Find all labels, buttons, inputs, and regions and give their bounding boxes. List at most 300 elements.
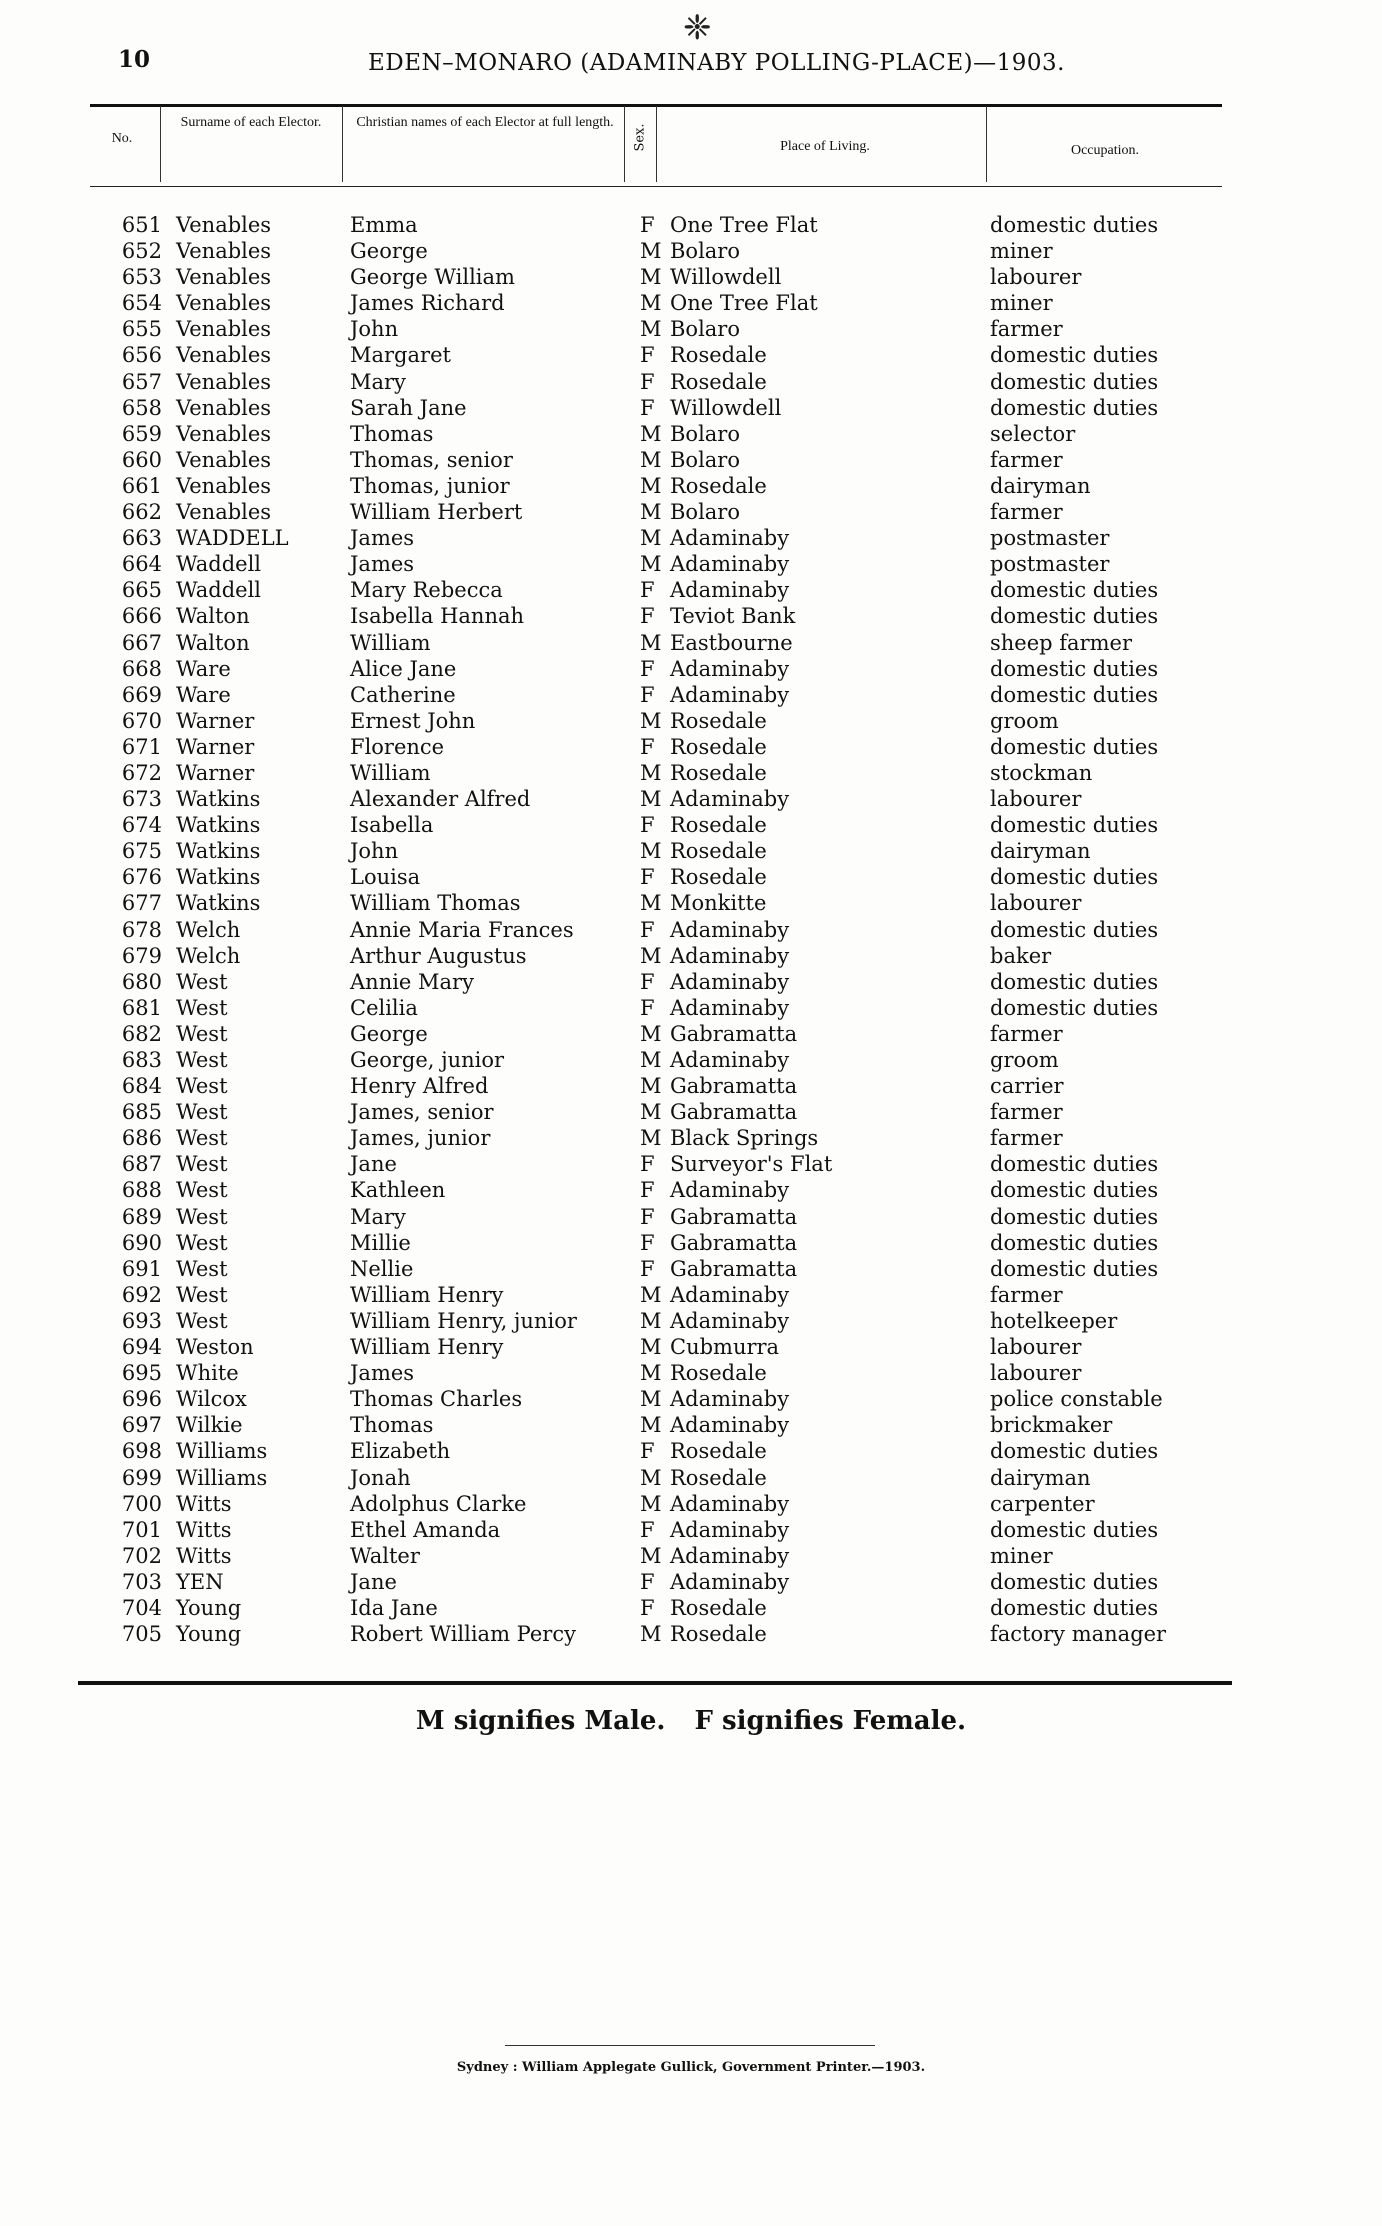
table-row [0,421,1382,447]
elector-surname: Waddell [176,552,262,577]
table-row [0,316,1382,342]
elector-christian-names: Sarah Jane [350,395,467,420]
elector-number: 703 [121,1569,162,1594]
table-row [0,1308,1382,1334]
elector-christian-names: James [350,552,415,577]
elector-occupation: domestic duties [990,656,1159,681]
table-row [0,1073,1382,1099]
elector-place-of-living: Eastbourne [670,630,793,655]
electors-table [0,212,1382,1647]
elector-sex: M [640,1622,662,1647]
elector-surname: West [176,1204,228,1229]
column-separator [656,106,657,182]
elector-place-of-living: Adaminaby [670,917,790,942]
elector-occupation: carrier [990,1074,1064,1099]
elector-number: 664 [121,552,162,577]
elector-christian-names: Alice Jane [350,656,457,681]
elector-christian-names: Celilia [350,995,418,1020]
elector-place-of-living: Adaminaby [670,526,790,551]
elector-surname: Venables [176,473,272,498]
elector-occupation: hotelkeeper [990,1308,1118,1333]
elector-number: 667 [121,630,162,655]
table-row [0,395,1382,421]
elector-occupation: domestic duties [990,1439,1159,1464]
column-separator [342,106,343,182]
elector-sex: F [640,656,655,681]
elector-occupation: farmer [990,1021,1063,1046]
table-row [0,1491,1382,1517]
elector-sex: M [640,1491,662,1516]
table-row [0,838,1382,864]
elector-occupation: domestic duties [990,682,1159,707]
table-row [0,708,1382,734]
elector-occupation: dairyman [990,839,1091,864]
elector-sex: M [640,291,662,316]
elector-place-of-living: Rosedale [670,813,767,838]
elector-surname: Venables [176,395,272,420]
elector-occupation: domestic duties [990,813,1159,838]
elector-christian-names: John [350,839,399,864]
elector-place-of-living: Rosedale [670,734,767,759]
elector-number: 654 [121,291,162,316]
elector-number: 651 [121,213,162,237]
elector-christian-names: Jane [350,1152,397,1177]
table-row [0,760,1382,786]
elector-place-of-living: Adaminaby [670,578,790,603]
elector-sex: M [640,839,662,864]
elector-number: 696 [121,1387,162,1412]
elector-occupation: miner [990,291,1053,316]
table-row [0,1151,1382,1177]
elector-place-of-living: Adaminaby [670,1413,790,1438]
table-row [0,890,1382,916]
elector-sex: M [640,1074,662,1099]
table-row [0,212,1382,238]
elector-occupation: domestic duties [990,1230,1159,1255]
column-header-no: No. [111,131,133,146]
table-row [0,577,1382,603]
elector-place-of-living: Rosedale [670,708,767,733]
elector-christian-names: Jonah [350,1465,411,1490]
elector-occupation: brickmaker [990,1413,1113,1438]
table-row [0,1621,1382,1647]
elector-surname: Venables [176,239,272,264]
elector-place-of-living: Black Springs [670,1126,819,1151]
elector-surname: West [176,1256,228,1281]
elector-surname: Venables [176,213,272,237]
elector-occupation: labourer [990,265,1082,290]
elector-sex: F [640,1230,655,1255]
elector-sex: M [640,447,662,472]
elector-sex: F [640,1439,655,1464]
elector-number: 678 [121,917,162,942]
table-row [0,1099,1382,1125]
elector-place-of-living: Surveyor's Flat [670,1152,833,1177]
elector-place-of-living: Rosedale [670,865,767,890]
elector-surname: Ware [176,682,231,707]
elector-christian-names: William Henry [350,1282,504,1307]
elector-occupation: domestic duties [990,343,1159,368]
elector-christian-names: Ernest John [350,708,476,733]
elector-sex: M [640,630,662,655]
elector-surname: Ware [176,656,231,681]
elector-surname: Williams [176,1465,268,1490]
elector-place-of-living: One Tree Flat [670,213,818,237]
elector-place-of-living: Adaminaby [670,1569,790,1594]
elector-occupation: factory manager [990,1622,1167,1647]
elector-surname: West [176,1178,228,1203]
elector-christian-names: Thomas, senior [350,447,513,472]
elector-number: 705 [121,1622,162,1647]
elector-number: 673 [121,787,162,812]
elector-occupation: domestic duties [990,734,1159,759]
sex-legend [0,1706,1382,1736]
elector-sex: F [640,734,655,759]
elector-place-of-living: Gabramatta [670,1100,798,1125]
elector-sex: F [640,1256,655,1281]
elector-surname: West [176,995,228,1020]
table-row [0,499,1382,525]
table-row [0,786,1382,812]
elector-occupation: stockman [990,760,1093,785]
elector-number: 672 [121,760,162,785]
elector-christian-names: Annie Mary [350,969,474,994]
elector-number: 681 [121,995,162,1020]
elector-number: 702 [121,1543,162,1568]
elector-number: 670 [121,708,162,733]
elector-number: 660 [121,447,162,472]
elector-occupation: domestic duties [990,395,1159,420]
elector-number: 652 [121,239,162,264]
table-row [0,734,1382,760]
elector-surname: Watkins [176,891,261,916]
elector-sex: M [640,500,662,525]
elector-sex: F [640,865,655,890]
elector-surname: Venables [176,343,272,368]
elector-sex: F [640,395,655,420]
column-separator [624,106,625,182]
elector-occupation: labourer [990,1361,1082,1386]
elector-occupation: baker [990,943,1052,968]
elector-place-of-living: Adaminaby [670,969,790,994]
elector-sex: F [640,1569,655,1594]
elector-sex: M [640,891,662,916]
elector-surname: Venables [176,265,272,290]
elector-place-of-living: Willowdell [670,395,782,420]
elector-place-of-living: Rosedale [670,343,767,368]
elector-occupation: labourer [990,891,1082,916]
elector-number: 704 [121,1595,162,1620]
elector-place-of-living: Adaminaby [670,1178,790,1203]
elector-number: 677 [121,891,162,916]
elector-place-of-living: Adaminaby [670,1543,790,1568]
elector-surname: Watkins [176,787,261,812]
elector-surname: Warner [176,734,255,759]
table-row [0,1360,1382,1386]
elector-surname: Watkins [176,865,261,890]
elector-number: 692 [121,1282,162,1307]
elector-occupation: postmaster [990,552,1110,577]
elector-place-of-living: Rosedale [670,369,767,394]
table-row [0,917,1382,943]
elector-surname: Venables [176,317,272,342]
elector-sex: M [640,787,662,812]
elector-occupation: miner [990,1543,1053,1568]
elector-sex: F [640,917,655,942]
elector-christian-names: Isabella [350,813,434,838]
elector-number: 688 [121,1178,162,1203]
elector-number: 658 [121,395,162,420]
elector-number: 653 [121,265,162,290]
elector-place-of-living: Adaminaby [670,1517,790,1542]
elector-number: 665 [121,578,162,603]
elector-number: 698 [121,1439,162,1464]
elector-christian-names: Annie Maria Frances [350,917,574,942]
elector-christian-names: Arthur Augustus [350,943,527,968]
elector-sex: M [640,1048,662,1072]
elector-surname: West [176,969,228,994]
table-row [0,1386,1382,1412]
legend-male: M signifies Male. [415,1706,666,1736]
elector-number: 671 [121,734,162,759]
elector-place-of-living: Gabramatta [670,1230,798,1255]
table-row [0,369,1382,395]
elector-sex: M [640,1308,662,1333]
elector-sex: M [640,526,662,551]
elector-number: 700 [121,1491,162,1516]
table-row [0,995,1382,1021]
elector-christian-names: Thomas, junior [350,473,510,498]
elector-christian-names: Jane [350,1569,397,1594]
elector-sex: F [640,578,655,603]
elector-number: 693 [121,1308,162,1333]
elector-sex: M [640,265,662,290]
elector-surname: White [176,1361,239,1386]
table-row [0,1595,1382,1621]
elector-place-of-living: Rosedale [670,1361,767,1386]
elector-sex: F [640,813,655,838]
printer-rule [505,2045,875,2046]
elector-place-of-living: Adaminaby [670,682,790,707]
elector-number: 694 [121,1335,162,1360]
elector-christian-names: William Henry, junior [350,1308,577,1333]
elector-occupation: groom [990,708,1059,733]
elector-christian-names: James, junior [350,1126,491,1151]
elector-surname: Young [176,1622,242,1647]
elector-christian-names: James [350,1361,415,1386]
elector-occupation: postmaster [990,526,1110,551]
column-header-christian: Christian names of each Elector at full length. [356,115,614,130]
elector-christian-names: Ethel Amanda [350,1517,501,1542]
elector-sex: M [640,473,662,498]
elector-surname: Venables [176,421,272,446]
table-row [0,656,1382,682]
elector-occupation: domestic duties [990,213,1159,237]
elector-christian-names: William [350,760,431,785]
elector-christian-names: Adolphus Clarke [350,1491,527,1516]
elector-number: 669 [121,682,162,707]
elector-place-of-living: Bolaro [670,447,740,472]
elector-number: 682 [121,1021,162,1046]
elector-surname: Williams [176,1439,268,1464]
elector-christian-names: Mary [350,1204,406,1229]
elector-christian-names: Walter [350,1543,420,1568]
elector-christian-names: William Henry [350,1335,504,1360]
elector-number: 690 [121,1230,162,1255]
elector-christian-names: Louisa [350,865,421,890]
elector-occupation: sheep farmer [990,630,1132,655]
elector-christian-names: Ida Jane [350,1595,438,1620]
table-row [0,1230,1382,1256]
elector-place-of-living: Rosedale [670,760,767,785]
elector-occupation: dairyman [990,473,1091,498]
elector-sex: M [640,1361,662,1386]
elector-christian-names: William [350,630,431,655]
elector-number: 701 [121,1517,162,1542]
elector-christian-names: George, junior [350,1048,505,1072]
elector-christian-names: George William [350,265,515,290]
elector-surname: Wilcox [176,1387,247,1412]
elector-place-of-living: Gabramatta [670,1256,798,1281]
elector-occupation: labourer [990,1335,1082,1360]
elector-occupation: selector [990,421,1076,446]
elector-sex: F [640,1178,655,1203]
elector-place-of-living: Gabramatta [670,1074,798,1099]
elector-place-of-living: Gabramatta [670,1021,798,1046]
table-row [0,682,1382,708]
table-row [0,1256,1382,1282]
elector-surname: Weston [176,1335,254,1360]
column-separator [986,106,987,182]
elector-number: 662 [121,500,162,525]
elector-christian-names: Kathleen [350,1178,446,1203]
elector-place-of-living: Adaminaby [670,1491,790,1516]
elector-sex: M [640,239,662,264]
elector-sex: M [640,760,662,785]
elector-surname: Venables [176,500,272,525]
elector-sex: M [640,708,662,733]
elector-place-of-living: Willowdell [670,265,782,290]
elector-number: 674 [121,813,162,838]
elector-sex: F [640,213,655,237]
elector-occupation: miner [990,239,1053,264]
elector-occupation: domestic duties [990,1569,1159,1594]
elector-christian-names: Margaret [350,343,451,368]
elector-occupation: police constable [990,1387,1163,1412]
elector-place-of-living: Bolaro [670,500,740,525]
elector-number: 697 [121,1413,162,1438]
elector-surname: West [176,1230,228,1255]
elector-sex: M [640,943,662,968]
elector-place-of-living: Rosedale [670,1595,767,1620]
elector-occupation: domestic duties [990,1517,1159,1542]
elector-number: 656 [121,343,162,368]
elector-christian-names: Alexander Alfred [350,787,531,812]
elector-christian-names: James Richard [350,291,505,316]
elector-surname: West [176,1021,228,1046]
table-row [0,969,1382,995]
elector-sex: F [640,682,655,707]
elector-christian-names: William Thomas [350,891,521,916]
elector-surname: Warner [176,708,255,733]
elector-christian-names: James, senior [350,1100,494,1125]
column-header-occupation: Occupation. [1070,143,1140,158]
printer-imprint: Sydney : William Applegate Gullick, Government Printer.—1903. [456,2060,926,2075]
elector-occupation: domestic duties [990,1178,1159,1203]
elector-place-of-living: Adaminaby [670,552,790,577]
elector-occupation: farmer [990,1126,1063,1151]
elector-number: 683 [121,1048,162,1072]
table-row [0,603,1382,629]
elector-christian-names: Catherine [350,682,456,707]
table-rule-bottom [78,1681,1232,1685]
elector-christian-names: Thomas [350,1413,434,1438]
elector-sex: M [640,1126,662,1151]
elector-surname: Walton [176,630,250,655]
column-header-surname: Surname of each Elector. [180,115,322,130]
elector-christian-names: Henry Alfred [350,1074,489,1099]
elector-sex: F [640,343,655,368]
elector-place-of-living: Rosedale [670,1622,767,1647]
elector-place-of-living: Adaminaby [670,995,790,1020]
elector-place-of-living: Adaminaby [670,656,790,681]
elector-sex: M [640,1021,662,1046]
elector-sex: F [640,1204,655,1229]
elector-surname: Witts [176,1491,232,1516]
elector-place-of-living: Adaminaby [670,1387,790,1412]
elector-surname: Venables [176,369,272,394]
elector-christian-names: Millie [350,1230,411,1255]
elector-number: 684 [121,1074,162,1099]
table-row [0,1438,1382,1464]
elector-christian-names: Robert William Percy [350,1622,576,1647]
elector-occupation: domestic duties [990,995,1159,1020]
elector-number: 685 [121,1100,162,1125]
elector-place-of-living: Adaminaby [670,787,790,812]
elector-place-of-living: Bolaro [670,317,740,342]
elector-occupation: domestic duties [990,1204,1159,1229]
elector-occupation: farmer [990,1282,1063,1307]
elector-christian-names: William Herbert [350,500,523,525]
elector-surname: Waddell [176,578,262,603]
elector-surname: Watkins [176,839,261,864]
table-row [0,1021,1382,1047]
elector-place-of-living: Adaminaby [670,1282,790,1307]
table-row [0,1125,1382,1151]
elector-sex: M [640,1543,662,1568]
elector-occupation: domestic duties [990,917,1159,942]
column-header-sex: Sex. [632,123,648,152]
table-row [0,1047,1382,1073]
elector-surname: Wilkie [176,1413,243,1438]
elector-occupation: farmer [990,1100,1063,1125]
header-rule-bottom [90,186,1222,187]
elector-place-of-living: Rosedale [670,1439,767,1464]
table-row [0,630,1382,656]
elector-surname: Welch [176,943,241,968]
elector-place-of-living: Teviot Bank [670,604,796,629]
elector-sex: F [640,1595,655,1620]
elector-surname: West [176,1152,228,1177]
elector-surname: West [176,1308,228,1333]
elector-place-of-living: Bolaro [670,421,740,446]
elector-surname: Young [176,1595,242,1620]
elector-occupation: domestic duties [990,865,1159,890]
elector-christian-names: James [350,526,415,551]
elector-surname: West [176,1282,228,1307]
elector-christian-names: Nellie [350,1256,414,1281]
elector-occupation: domestic duties [990,969,1159,994]
